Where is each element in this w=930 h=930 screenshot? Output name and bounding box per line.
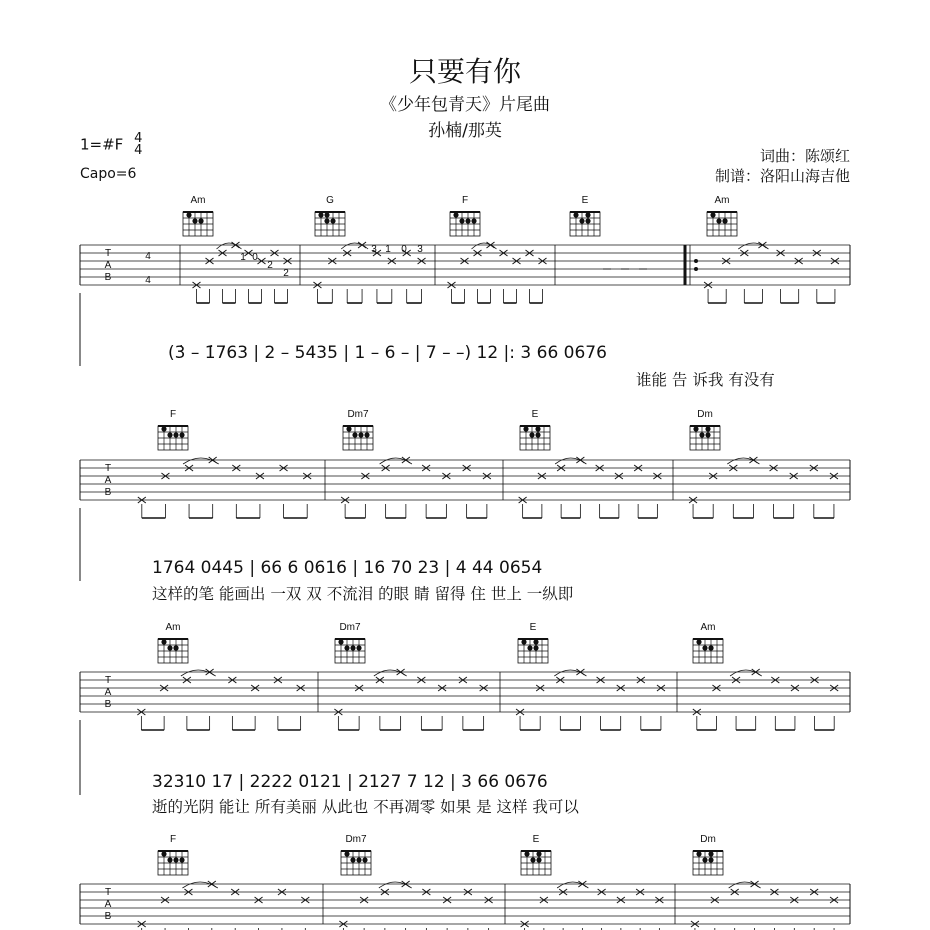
chord-diagram (158, 639, 188, 663)
chord-dot (352, 432, 357, 437)
chord-dot (161, 639, 166, 644)
fret-number: 1 (385, 244, 391, 255)
numbered-notation: (3̇ – 1̇763 | 2 – 5435 | 1 – 6 – | 7 – –) 12 |: 3 66 0676 (168, 343, 607, 363)
repeat-dot (694, 267, 698, 271)
time-sig-fret: 4 (145, 251, 151, 262)
chord-dot (167, 857, 172, 862)
chord-dot (533, 639, 538, 644)
chord-dot (521, 639, 526, 644)
chord-diagram (158, 426, 188, 450)
fret-number: 3 (417, 244, 423, 255)
time-numerator: 4 (134, 131, 143, 146)
chord-dot (702, 645, 707, 650)
chord-diagram (450, 212, 480, 236)
tab-letter: B (104, 699, 112, 710)
tab-letter: A (104, 899, 112, 910)
chord-dot (350, 857, 355, 862)
chord-dot (536, 857, 541, 862)
chord-dot (346, 426, 351, 431)
chord-dot (173, 857, 178, 862)
chord-dot (722, 218, 727, 223)
chord-dot (705, 426, 710, 431)
chord-dot (324, 212, 329, 217)
chord-dot (459, 218, 464, 223)
chord-diagram (158, 851, 188, 875)
tab-letter: B (104, 272, 112, 283)
chord-dot (527, 645, 532, 650)
chord-dot (708, 851, 713, 856)
chord-name: E (531, 409, 539, 420)
chord-dot (338, 639, 343, 644)
lyrics-line: 逝的光阴 能让 所有美丽 从此也 不再凋零 如果 是 这样 我可以 (152, 798, 579, 816)
chord-dot (173, 645, 178, 650)
chord-dot (362, 857, 367, 862)
chord-dot (179, 857, 184, 862)
chord-name: E (529, 622, 537, 633)
chord-dot (198, 218, 203, 223)
chord-dot (708, 857, 713, 862)
chord-diagram (520, 426, 550, 450)
chord-dot (702, 857, 707, 862)
chord-dot (710, 212, 715, 217)
chord-diagram (315, 212, 345, 236)
chord-dot (529, 432, 534, 437)
chord-diagram (341, 851, 371, 875)
chord-dot (523, 426, 528, 431)
chord-name: Dm7 (347, 409, 369, 420)
chord-name: Dm7 (345, 834, 367, 845)
chord-dot (693, 426, 698, 431)
tab-letter: A (104, 475, 112, 486)
chord-name: G (326, 195, 334, 206)
tab-letter: B (104, 911, 112, 922)
repeat-dot (694, 259, 698, 263)
song-subtitle: 《少年包青天》片尾曲 (380, 95, 550, 115)
key-label: 1=#F (80, 135, 124, 154)
chord-name: F (169, 409, 177, 420)
lyrics-line: 这样的笔 能画出 一双 双 不流泪 的眼 睛 留得 住 世上 一纵即 (152, 585, 574, 603)
chord-dot (696, 851, 701, 856)
song-title: 只要有你 (408, 55, 521, 88)
chord-dot (318, 212, 323, 217)
chord-dot (167, 432, 172, 437)
tab-letter: T (104, 463, 112, 474)
numbered-notation: 1764 0445 | 66 6 0616 | 16 70 23 | 4 44 0654 (152, 558, 543, 578)
chord-dot (585, 218, 590, 223)
chord-dot (696, 639, 701, 644)
chord-dot (344, 851, 349, 856)
chord-dot (533, 645, 538, 650)
chord-name: Am (165, 622, 181, 633)
chord-diagram (518, 639, 548, 663)
fret-number: 3 (371, 244, 377, 255)
capo-info: Capo=6 (80, 166, 137, 182)
chord-dot (535, 426, 540, 431)
tab-letter: T (104, 248, 112, 259)
chord-name: F (169, 834, 177, 845)
chord-dot (579, 218, 584, 223)
chord-name: Dm (697, 409, 713, 420)
chord-name: Am (700, 622, 716, 633)
chord-dot (585, 212, 590, 217)
chord-dot (186, 212, 191, 217)
chord-dot (524, 851, 529, 856)
chord-name: Am (190, 195, 206, 206)
chord-diagram (570, 212, 600, 236)
chord-diagram (343, 426, 373, 450)
chord-diagram (707, 212, 737, 236)
tab-letter: B (104, 487, 112, 498)
chord-name: Am (714, 195, 730, 206)
chord-diagram (521, 851, 551, 875)
fret-number: 2 (283, 268, 289, 279)
transcriber-credit: 制谱：洛阳山海吉他 (714, 167, 850, 185)
chord-dot (192, 218, 197, 223)
chord-dot (356, 857, 361, 862)
chord-dot (705, 432, 710, 437)
chord-dot (699, 432, 704, 437)
chord-dot (535, 432, 540, 437)
song-artist: 孙楠/那英 (428, 121, 502, 141)
chord-diagram (183, 212, 213, 236)
chord-dot (530, 857, 535, 862)
chord-dot (716, 218, 721, 223)
chord-name: Dm (700, 834, 716, 845)
chord-dot (536, 851, 541, 856)
fret-number: 2 (267, 260, 273, 271)
chord-dot (173, 432, 178, 437)
chord-dot (453, 212, 458, 217)
chord-dot (708, 645, 713, 650)
chord-diagram (690, 426, 720, 450)
chord-name: Dm7 (339, 622, 361, 633)
numbered-notation: 32310 17 | 2222 0121 | 2127 7 12 | 3 66 0676 (152, 772, 548, 792)
lyrics-line: 谁能 告 诉我 有没有 (636, 371, 775, 389)
chord-diagram (693, 639, 723, 663)
chord-name: F (461, 195, 469, 206)
fret-number: 1 (240, 252, 246, 263)
chord-name: E (581, 195, 589, 206)
chord-dot (356, 645, 361, 650)
chord-diagram (335, 639, 365, 663)
time-sig-fret: 4 (145, 275, 151, 286)
fret-number: 0 (252, 252, 258, 263)
chord-dot (358, 432, 363, 437)
chord-dot (330, 218, 335, 223)
chord-name: E (532, 834, 540, 845)
fret-number: 0 (401, 244, 407, 255)
chord-dot (167, 645, 172, 650)
chord-dot (161, 426, 166, 431)
chord-dot (573, 212, 578, 217)
tab-letter: T (104, 887, 112, 898)
chord-dot (465, 218, 470, 223)
chord-dot (179, 432, 184, 437)
tab-letter: T (104, 675, 112, 686)
tab-letter: A (104, 687, 112, 698)
time-denominator: 4 (134, 143, 143, 158)
chord-dot (364, 432, 369, 437)
chord-diagram (693, 851, 723, 875)
chord-dot (161, 851, 166, 856)
lyricist-credit: 词曲：陈颂红 (759, 147, 850, 165)
chord-dot (324, 218, 329, 223)
tab-letter: A (104, 260, 112, 271)
chord-dot (471, 218, 476, 223)
chord-dot (344, 645, 349, 650)
chord-dot (350, 645, 355, 650)
